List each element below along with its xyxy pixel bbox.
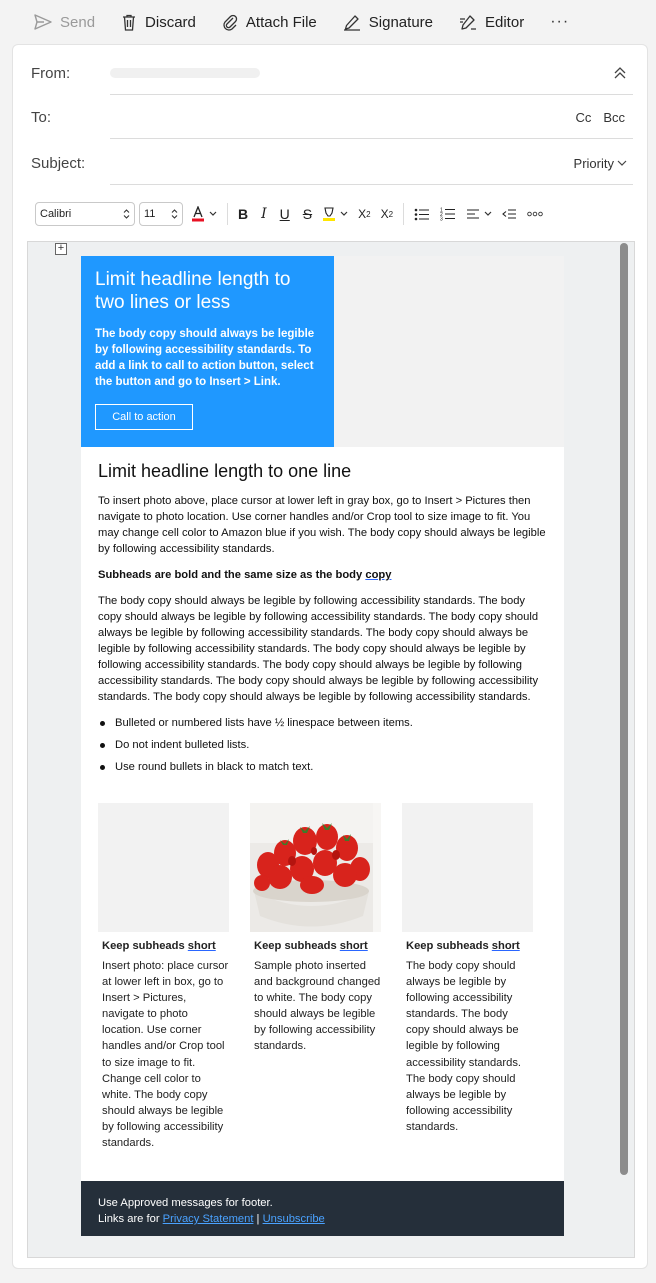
compose-toolbar	[0, 0, 656, 44]
collapse-header-icon[interactable]	[613, 66, 627, 80]
more-dots-icon	[527, 211, 543, 217]
font-family-value: Calibri	[40, 208, 72, 220]
to-divider	[110, 138, 633, 139]
subject-row	[31, 141, 633, 185]
bullet-item: Do not indent bulleted lists.	[98, 737, 547, 753]
stepper-icon	[171, 208, 178, 220]
signature-button[interactable]	[343, 7, 433, 37]
send-icon	[34, 14, 52, 30]
column-3	[402, 803, 533, 1151]
editor-label: Editor	[485, 13, 525, 31]
subject-divider	[110, 184, 633, 185]
footer-line-1: Use Approved messages for footer.	[98, 1197, 273, 1210]
call-to-action-button[interactable]: Call to action	[95, 404, 193, 430]
strikethrough-button[interactable]: S	[302, 206, 313, 222]
send-label: Send	[60, 13, 96, 31]
bullet-item: Bulleted or numbered lists have ½ linespace between items.	[98, 715, 547, 731]
column-title	[98, 940, 229, 952]
hero-panel	[81, 256, 334, 447]
column-2	[250, 803, 381, 1151]
subject-input[interactable]	[110, 149, 562, 177]
subhead-text: Subheads are bold and the same size as the body	[98, 569, 366, 581]
column-title-underlined: short	[339, 940, 368, 952]
attach-file-label: Attach File	[245, 13, 317, 31]
to-label: To:	[31, 108, 52, 126]
font-family-select[interactable]	[35, 202, 135, 226]
font-color-button[interactable]	[191, 202, 217, 226]
column-title-text: Keep subheads	[406, 940, 492, 952]
column-title-underlined: short	[491, 940, 520, 952]
svg-text:2: 2	[440, 212, 443, 218]
hero-section	[81, 256, 564, 447]
bullet-item: Use round bullets in black to match text.	[98, 759, 547, 775]
editor-button[interactable]	[459, 7, 524, 37]
footer-line-2	[98, 1211, 547, 1227]
to-input[interactable]	[110, 103, 563, 131]
recipient-options	[563, 110, 633, 125]
email-template	[81, 256, 564, 1236]
paperclip-icon	[222, 14, 238, 31]
toolbar-separator	[403, 203, 404, 225]
footer-separator: |	[253, 1213, 263, 1226]
formatting-toolbar	[35, 201, 635, 227]
bulleted-list-button[interactable]	[414, 202, 430, 226]
trash-icon	[121, 14, 137, 31]
compose-window	[12, 44, 648, 1269]
email-footer	[81, 1181, 564, 1236]
decrease-indent-icon	[502, 208, 517, 220]
italic-button[interactable]: I	[261, 206, 267, 222]
hero-body: The body copy should always be legible by following accessibility standards. To add a link to call to action button, select the button and go to Insert > Link.	[95, 328, 315, 388]
photo-placeholder	[402, 803, 533, 932]
more-format-button[interactable]	[527, 202, 543, 226]
three-column-section	[81, 781, 564, 1151]
numbered-list-icon	[440, 207, 456, 221]
superscript-button[interactable]: X 2	[358, 207, 371, 221]
font-size-value: 11	[144, 208, 156, 220]
column-title	[402, 940, 533, 952]
decrease-indent-button[interactable]	[502, 202, 517, 226]
editor-pen-icon	[459, 14, 477, 31]
column-text: The body copy should always be legible by following accessibility standards. The body copy should always be legible by following accessibility standards. The body copy should always be legible by following accessibility standards.	[406, 960, 522, 1133]
column-title-text: Keep subheads	[102, 940, 188, 952]
bullet-list-icon	[414, 208, 430, 221]
column-title	[250, 940, 381, 952]
underline-button[interactable]: U	[279, 206, 290, 222]
discard-button[interactable]	[121, 7, 196, 37]
align-button[interactable]	[466, 202, 492, 226]
to-row	[31, 95, 633, 139]
bcc-button[interactable]: Bcc	[603, 109, 625, 125]
footer-prefix: Links are for	[98, 1213, 163, 1226]
table-move-handle[interactable]: +	[55, 243, 67, 255]
privacy-statement-link[interactable]: Privacy Statement	[162, 1213, 254, 1226]
signature-label: Signature	[368, 13, 433, 31]
chevron-down-icon	[484, 211, 492, 217]
intro-paragraph: To insert photo above, place cursor at lower left in gray box, go to Insert > Pictures then navigate to photo location. Use corner handles and/or Crop tool to size image to fit. You may change cell color to Amazon blue if you wish. The body copy should always be legible by following accessibility standards.	[98, 495, 546, 555]
column-1	[98, 803, 229, 1151]
cc-button[interactable]: Cc	[575, 109, 592, 125]
numbered-list-button[interactable]	[440, 202, 456, 226]
body-paragraph: The body copy should always be legible by following accessibility standards. The body copy should always be legible by following accessibility standards. The body copy should always be legible by following accessibility standards. The body copy should always be legible by following accessibility standards. The body copy should always be legible by following accessibility standards. The body copy should always be legible by following accessibility standards. The body copy should always be legible by following accessibility standards. The body copy should always be legible by following accessibility standards.	[98, 595, 539, 703]
font-color-icon	[191, 206, 205, 222]
send-button[interactable]	[34, 7, 95, 37]
attach-file-button[interactable]	[222, 7, 317, 37]
photo-placeholder	[98, 803, 229, 932]
subhead-underlined-word: copy	[365, 569, 392, 581]
hero-title: Limit headline length to two lines or less	[95, 269, 291, 313]
bold-button[interactable]: B	[238, 206, 249, 222]
stepper-icon	[123, 208, 130, 220]
chevron-down-icon	[340, 211, 348, 217]
chevron-down-icon	[209, 211, 217, 217]
column-text: Insert photo: place cursor at lower left in box, go to Insert > Pictures, navigate to photo location. Use corner handles and/or Crop tool to size image to fit. Change cell color to white. The body copy should always be legible by following accessibility standards.	[102, 960, 229, 1150]
toolbar-separator	[227, 203, 228, 225]
priority-label: Priority	[573, 155, 614, 171]
from-field[interactable]	[110, 68, 613, 78]
column-text: Sample photo inserted and background changed to white. The body copy should always be legible by following accessibility standards.	[254, 960, 381, 1053]
vertical-scrollbar[interactable]	[620, 243, 628, 1175]
unsubscribe-link[interactable]: Unsubscribe	[262, 1213, 325, 1226]
priority-dropdown[interactable]	[562, 156, 627, 171]
font-size-select[interactable]	[139, 202, 183, 226]
main-content	[81, 447, 564, 775]
strawberry-photo	[250, 803, 381, 932]
headline: Limit headline length to one line	[98, 461, 352, 481]
align-left-icon	[466, 208, 480, 220]
subhead	[98, 567, 547, 583]
bullet-list	[98, 715, 547, 775]
discard-label: Discard	[145, 13, 196, 31]
more-options-button[interactable]: ···	[550, 13, 570, 30]
from-row	[31, 51, 633, 95]
column-title-text: Keep subheads	[254, 940, 340, 952]
from-label: From:	[31, 64, 71, 82]
subject-label: Subject:	[31, 154, 86, 172]
subscript-button[interactable]: X 2	[380, 207, 394, 221]
highlight-button[interactable]	[322, 202, 348, 226]
message-body[interactable]	[27, 241, 635, 1258]
strawberry-bowl-image	[250, 803, 373, 932]
column-title-underlined: short	[187, 940, 216, 952]
from-address-redacted	[110, 68, 260, 78]
chevron-down-icon	[617, 159, 627, 167]
svg-text:3: 3	[440, 216, 443, 221]
svg-text:1: 1	[440, 207, 443, 214]
highlighter-icon	[322, 206, 336, 222]
signature-pen-icon	[343, 14, 361, 31]
